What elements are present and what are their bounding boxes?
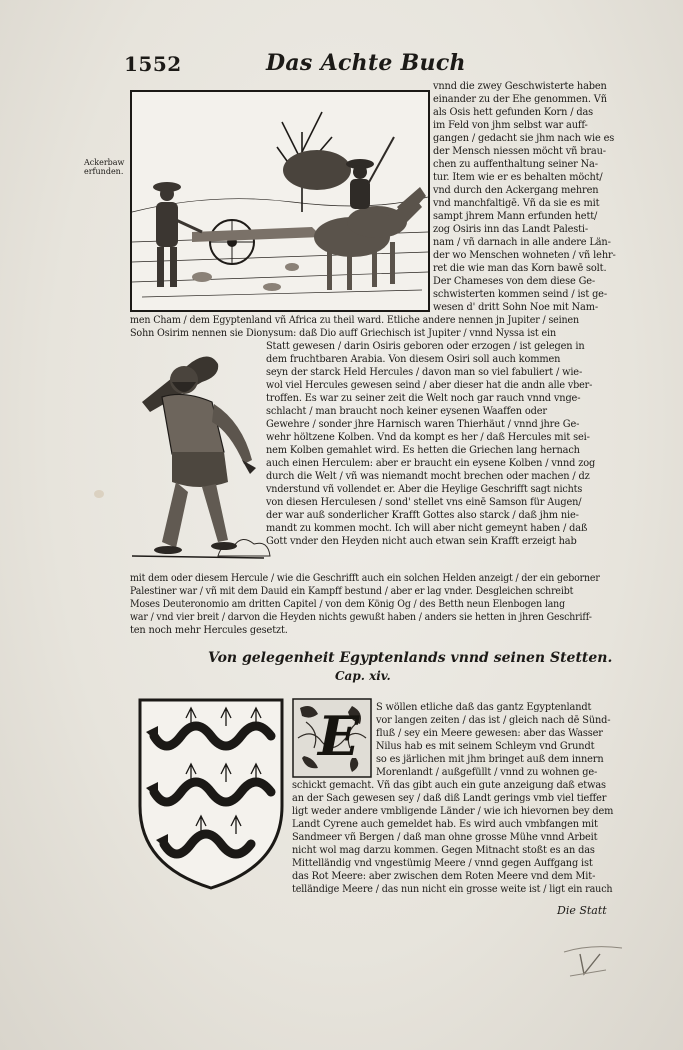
- margin-note: Ackerbaw erfunden.: [84, 158, 125, 176]
- text-line: Statt gewesen / darin Osiris geboren oder erzogen / ist gelegen in: [266, 341, 585, 352]
- chapter-number: Cap. xiv.: [335, 669, 391, 683]
- text-line: gangen / gedacht sie jhm nach wie es: [433, 133, 615, 144]
- text-line: schickt gemacht. Vñ das gibt auch ein gute anzeigung daß etwas: [292, 780, 606, 791]
- text-line: telländige Meere / das nun nicht ein grosse weite ist / ligt ein rauch: [292, 884, 613, 895]
- text-line: ret die wie man das Korn bawē solt.: [433, 263, 607, 274]
- text-line: troffen. Es war zu seiner zeit die Welt noch gar rauch vnnd vnge-: [266, 393, 581, 404]
- text-line: Gott vnder den Heyden nicht auch etwan sein Krafft erzeigt hab: [266, 536, 577, 547]
- text-line: vnnd die zwey Geschwisterte haben: [433, 81, 607, 92]
- text-line: Landt Cyrene auch gemeldet hab. Es wird auch vmbfangen mit: [292, 819, 598, 830]
- text-line: wol viel Hercules gewesen seind / aber dieser hat die andn alle vber-: [266, 380, 593, 391]
- hercules-club-icon: [132, 342, 264, 564]
- text-line: einander zu der Ehe genommen. Vñ: [433, 94, 607, 105]
- text-line: vor langen zeiten / das ist / gleich nach dē Sünd-: [376, 715, 611, 726]
- initial-letter: E: [318, 704, 360, 768]
- text-line: Mittelländig vnd vngestümig Meere / vnnd gegen Auffgang ist: [292, 858, 593, 869]
- text-line: vnderstund vñ vollendet er. Aber die Heylige Geschrifft sagt nichts: [266, 484, 583, 495]
- text-line: im Feld von jhm selbst war auff-: [433, 120, 588, 131]
- text-line: der war auß sonderlicher Krafft Gottes also starck / daß jhm nie-: [266, 510, 579, 521]
- text-line: an der Sach gewesen sey / daß diß Landt gerings vmb viel tieffer: [292, 793, 607, 804]
- text-line: ten noch mehr Hercules gesetzt.: [130, 625, 288, 636]
- text-line: chen zu auffenthaltung seiner Na-: [433, 159, 598, 170]
- pencil-mark-icon: [560, 940, 630, 980]
- text-line: vnd durch den Ackergang mehren: [433, 185, 599, 196]
- text-line: Moses Deuteronomio am dritten Capitel / von dem König Og / des Betth neun Elenbogen lang: [130, 599, 565, 610]
- text-line: wehr höltzene Kolben. Vnd da kompt es her / daß Hercules mit sei-: [266, 432, 590, 443]
- text-line: war / vnd vier breit / darvon die Heyden nichts gewußt haben / anders sie hetten in jhren Geschriff-: [130, 612, 592, 623]
- text-line: men Cham / dem Egyptenland vñ Africa zu theil ward. Etliche andere nennen jn Jupiter / seinen: [130, 315, 579, 326]
- text-line: mit dem oder diesem Hercule / wie die Geschrifft auch ein solchen Helden anzeigt / der ein geborner: [130, 573, 600, 584]
- text-line: als Osis hett gefunden Korn / das: [433, 107, 594, 118]
- text-line: wesen d' dritt Sohn Noe mit Nam-: [433, 302, 599, 313]
- text-line: schlacht / man braucht noch keiner eysenen Waaffen oder: [266, 406, 547, 417]
- text-line: sampt jhrem Mann erfunden hett/: [433, 211, 598, 222]
- text-line: der Mensch niessen möcht vñ brau-: [433, 146, 606, 157]
- decorated-initial-icon: [292, 698, 372, 778]
- text-line: dem fruchtbaren Arabia. Von diesem Osiri soll auch kommen: [266, 354, 561, 365]
- text-line: durch die Welt / vñ was niemandt mocht brechen oder machen / dz: [266, 471, 590, 482]
- cloud-icon: [214, 532, 274, 560]
- text-line: zog Osiris inn das Landt Palesti-: [433, 224, 589, 235]
- text-line: Nilus hab es mit seinem Schleym vnd Grundt: [376, 741, 595, 752]
- running-header: Das Achte Buch: [266, 50, 466, 76]
- text-line: schwisterten kommen seind / ist ge-: [433, 289, 607, 300]
- text-line: S wöllen etliche daß das gantz Egyptenlandt: [376, 702, 592, 713]
- text-line: das Rot Meere: aber zwischen dem Roten Meere vnd dem Mit-: [292, 871, 596, 882]
- plowing-scene-icon: [130, 90, 430, 312]
- text-line: seyn der starck Held Hercules / davon man so viel fabuliert / wie-: [266, 367, 583, 378]
- text-line: Gewehre / sonder jhre Harnisch waren Thierhäut / vnnd jhre Ge-: [266, 419, 580, 430]
- text-line: Palestiner war / vñ mit dem Dauid ein Kampff bestund / aber er lag vnder. Desgleichen schreibt: [130, 586, 574, 597]
- text-line: vnd manchfaltigē. Vñ da sie es mit: [433, 198, 600, 209]
- catchword: Die Statt: [557, 904, 607, 917]
- text-line: der wo Menschen wohneten / vñ lehr-: [433, 250, 616, 261]
- text-line: so es järlichen mit jhm bringet auß dem innern: [376, 754, 604, 765]
- text-line: mandt zu kommen mocht. Ich will aber nicht gemeynt haben / daß: [266, 523, 588, 534]
- text-line: von diesen Herculesen / sond' stellet vns einē Samson für Augen/: [266, 497, 582, 508]
- text-line: tur. Item wie er es behalten möcht/: [433, 172, 603, 183]
- text-line: fluß / sey ein Meere gewesen: aber das Wasser: [376, 728, 603, 739]
- text-line: nicht wol mag darzu kommen. Gegen Mitnacht stoßt es an das: [292, 845, 595, 856]
- serpent-shield-icon: [136, 696, 286, 892]
- text-line: auch einen Herculem: aber er braucht ein eysene Kolben / vnnd zog: [266, 458, 596, 469]
- text-line: Morenlandt / außgefüllt / vnnd zu wohnen ge-: [376, 767, 598, 778]
- text-line: Sandmeer vñ Bergen / daß man ohne grosse Mühe vnnd Arbeit: [292, 832, 598, 843]
- text-line: Der Chameses von dem diese Ge-: [433, 276, 596, 287]
- chapter-title: Von gelegenheit Egyptenlands vnnd seinen Stetten.: [208, 650, 613, 666]
- text-line: Sohn Osirim nennen sie Dionysum: daß Dio auff Griechisch ist Jupiter / vnnd Nyssa ist ein: [130, 328, 557, 339]
- text-line: nam / vñ darnach in alle andere Län-: [433, 237, 611, 248]
- text-line: nem Kolben gemahlet wird. Es hetten die Griechen lang hernach: [266, 445, 580, 456]
- text-line: ligt weder andere vmbligende Länder / wie ich hievornen bey dem: [292, 806, 614, 817]
- paper-stain: [94, 490, 104, 498]
- page-number: 1552: [124, 52, 182, 76]
